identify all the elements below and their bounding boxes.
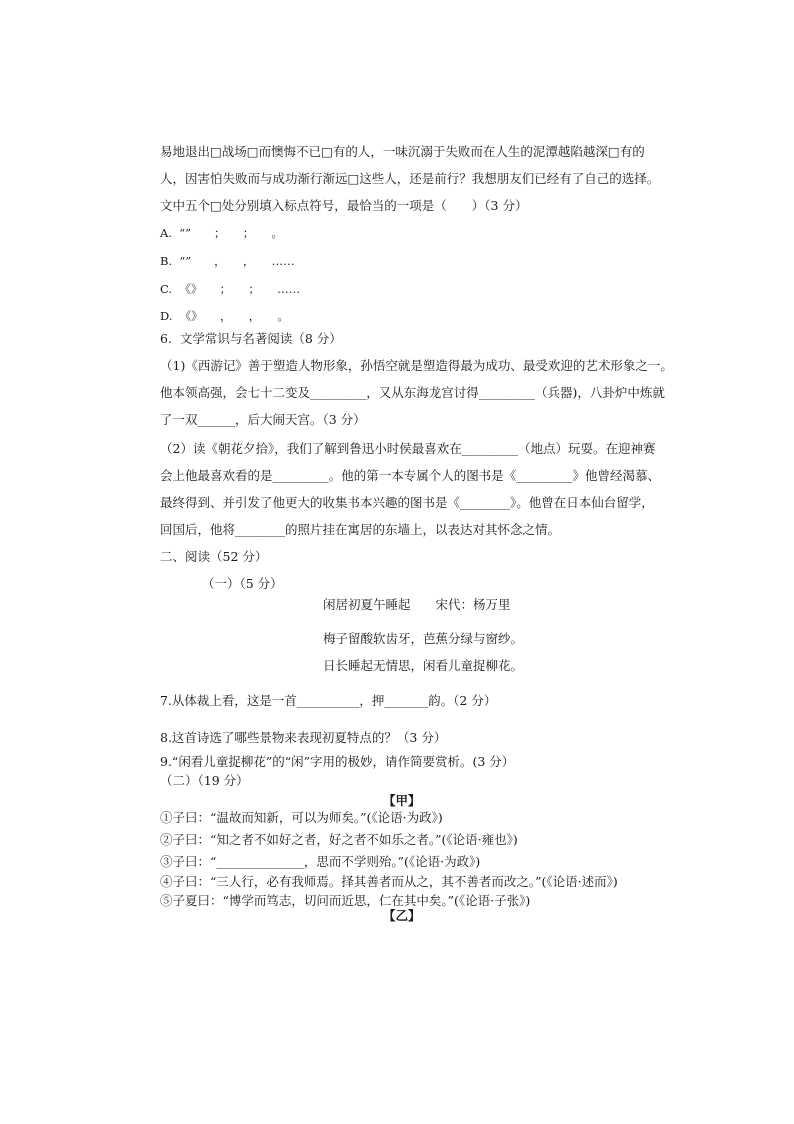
quote-line: ③子曰：“______________，思而不学则殆。”(《论语·为政》) [160,854,481,869]
part-heading: （二）（19 分） [160,773,249,788]
poem-title: 闲居初夏午睡起 宋代：杨万里 [323,597,511,612]
paragraph-line: 会上他最喜欢看的是_________。他的第一本专属个人的图书是《_________》他曾经渴慕、 [160,468,661,483]
paragraph-line: 人，因害怕失败而与成功渐行渐远□这些人，还是前行？我想朋友们已经有了自己的选择。 [160,171,660,186]
quote-line: ⑤子夏曰：“博学而笃志，切问而近思，仁在其中矣。”(《论语·子张》) [160,893,531,908]
question-9: 9.“闲看儿童捉柳花”的“闲”字用的极妙，请作简要赏析。(3 分） [160,754,515,769]
paragraph-line: 他本领高强，会七十二变及_________，又从东海龙宫讨得_________（兵器)，八卦炉中炼就 [160,385,665,400]
option-b: B. “” ， ， …… [160,254,295,268]
option-c: C. 《》 ； ； …… [160,282,301,296]
question-8: 8.这首诗选了哪些景物来表现初夏特点的？（3 分） [160,730,447,745]
part-heading: （一）（5 分） [202,576,283,591]
quote-line: ④子曰：“三人行，必有我师焉。择其善者而从之，其不善者而改之。”(《论语·述而》) [160,874,618,889]
paragraph-line: （1)《西游记》善于塑造人物形象，孙悟空就是塑造得最为成功、最受欢迎的艺术形象之一。 [160,358,673,373]
question-prompt: 文中五个□处分别填入标点符号，最恰当的一项是（ ）（3 分） [160,198,528,213]
paragraph-line: 易地退出□战场□而懊悔不已□有的人，一味沉溺于失败而在人生的泥潭越陷越深□有的 [160,144,645,159]
paragraph-line: 回国后，他将________的照片挂在寓居的东墙上，以表达对其怀念之情。 [160,522,561,537]
paragraph-line: 了一双______，后大闹天宫。（3 分） [160,412,366,427]
option-d: D. 《》 ， ， 。 [160,309,290,323]
poem-line: 日长睡起无情思，闲看儿童捉柳花。 [323,658,524,673]
section-title: 二、阅读（52 分） [160,549,268,564]
option-a: A. “” ； ； 。 [160,226,284,240]
jia-heading: 【甲】 [383,793,421,808]
yi-heading: 【乙】 [383,908,421,923]
quote-line: ②子曰：“知之者不如好之者，好之者不如乐之者。”(《论语·雍也》) [160,832,518,847]
paragraph-line: 最终得到、并引发了他更大的收集书本兴趣的图书是《________》。他曾在日本仙台留学， [160,495,654,510]
quote-line: ①子曰：“温故而知新，可以为师矣。”(《论语·为政》) [160,810,443,825]
poem-line: 梅子留酸软齿牙，芭蕉分绿与窗纱。 [323,631,524,646]
question-7: 7.从体裁上看，这是一首__________，押_______韵。（2 分） [160,693,497,708]
question-6-title: 6. 文学常识与名著阅读（8 分） [160,331,342,346]
paragraph-line: （2）读《朝花夕拾》，我们了解到鲁迅小时侯最喜欢在_________（地点）玩耍。在迎神赛 [160,441,656,456]
